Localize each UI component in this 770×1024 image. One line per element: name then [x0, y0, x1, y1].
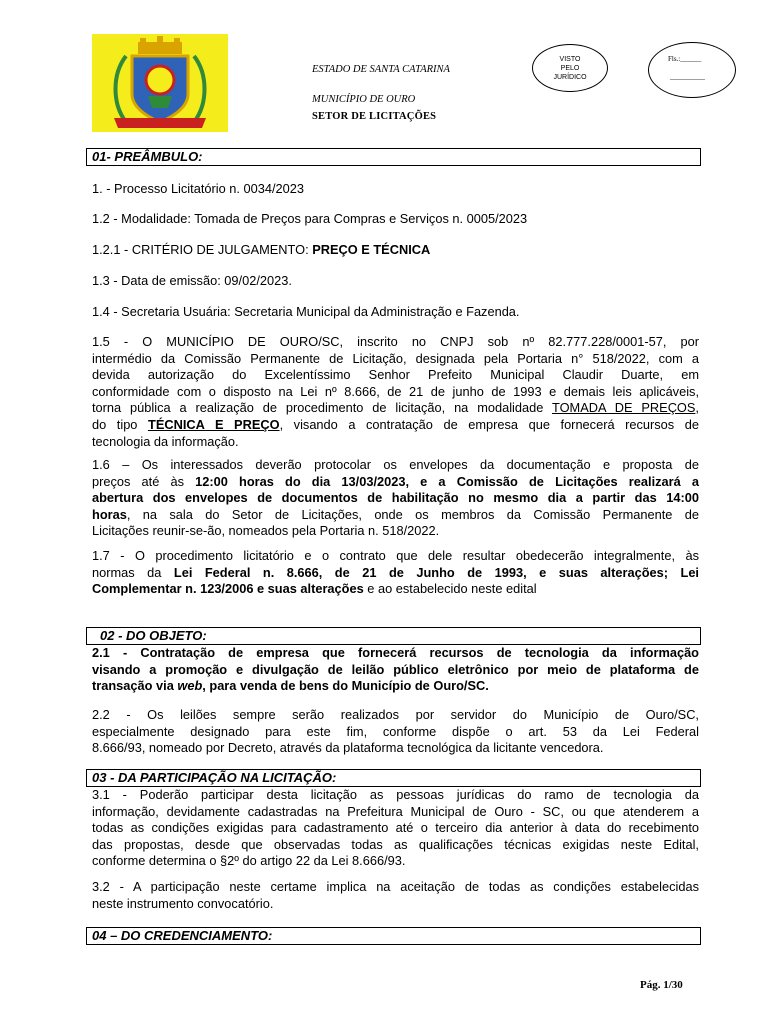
- fls-label: Fls.:______: [668, 55, 702, 63]
- paragraph-1: 1. - Processo Licitatório n. 0034/2023: [92, 181, 304, 196]
- paragraph-2-1: 2.1 - Contratação de empresa que fornecerá recursos de tecnologia da informação visando a promoção e divulgação de leilão público eletrônico por meio de plataforma de transação via web, para venda de bens do Município de Ouro/SC.: [92, 645, 699, 694]
- section-heading-credenciamento: 04 – DO CREDENCIAMENTO:: [86, 927, 701, 945]
- section-heading-participacao: 03 - DA PARTICIPAÇÃO NA LICITAÇÃO:: [86, 769, 701, 787]
- section-heading-objeto: 02 - DO OBJETO:: [86, 627, 701, 645]
- paragraph-1-4: 1.4 - Secretaria Usuária: Secretaria Municipal da Administração e Fazenda.: [92, 304, 520, 319]
- section-heading-preambulo: 01- PREÂMBULO:: [86, 148, 701, 166]
- municipal-coat-of-arms-logo: [92, 34, 228, 132]
- paragraph-1-2: 1.2 - Modalidade: Tomada de Preços para Compras e Serviços n. 0005/2023: [92, 211, 528, 226]
- page-stamp-box: [648, 42, 736, 98]
- paragraph-1-6: 1.6 – Os interessados deverão protocolar os envelopes da documentação e proposta de preços até às 12:00 horas do dia 13/03/2023, e a Comissão de Licitações realizará a abertura dos envelopes de documentos de habilitação no mesmo dia a partir das 14:00 horas, na sala do Setor de Licitações, onde os membros da Comissão Permanente de Licitações reunir-se-ão, nomeados pela Portaria n. 518/2022.: [92, 457, 699, 539]
- fls-line: __________: [670, 73, 705, 81]
- paragraph-3-2: 3.2 - A participação neste certame implica na aceitação de todas as condições estabelecidas neste instrumento convocatório.: [92, 879, 699, 911]
- legal-visa-text: VISTO PELO JURÍDICO: [553, 56, 587, 81]
- paragraph-1-2-1: 1.2.1 - CRITÉRIO DE JULGAMENTO: PREÇO E TÉCNICA: [92, 242, 431, 257]
- sector-name: SETOR DE LICITAÇÕES: [312, 111, 437, 122]
- paragraph-1-5: 1.5 - O MUNICÍPIO DE OURO/SC, inscrito no CNPJ sob nº 82.777.228/0001-57, por intermédio da Comissão Permanente de Licitação, designada pela Portaria n° 518/2022, com a devida autorização do Excelentíssimo Senhor Prefeito Municipal Claudir Duarte, em conformidade com o disposto na Lei nº 8.666, de 21 de junho de 1993 e demais leis aplicáveis, torna pública a realização de procedimento de licitação, na modalidade TOMADA DE PREÇOS, do tipo TÉCNICA E PREÇO, visando a contratação de empresa que fornecerá recursos de tecnologia da informação.: [92, 334, 699, 449]
- paragraph-2-2: 2.2 - Os leilões sempre serão realizados por servidor do Município de Ouro/SC, especialmente designado para este fim, conforme dispõe o art. 53 da Lei Federal 8.666/93, nomeado por Decreto, através da plataforma tecnológica da licitante vencedora.: [92, 707, 699, 756]
- paragraph-1-3: 1.3 - Data de emissão: 09/02/2023.: [92, 273, 292, 288]
- municipality-name: MUNICÍPIO DE OURO: [312, 94, 416, 105]
- paragraph-3-1: 3.1 - Poderão participar desta licitação as pessoas jurídicas do ramo de tecnologia da informação, devidamente cadastradas na Prefeitura Municipal de Ouro - SC, ou que atenderem a todas as condições exigidas para cadastramento até o terceiro dia anterior à data do recebimento das propostas, desde que observadas todas as qualificações técnicas exigidas neste Edital, conforme determina o §2º do artigo 22 da Lei 8.666/93.: [92, 787, 699, 869]
- page-number: Pág. 1/30: [640, 979, 683, 991]
- state-name: ESTADO DE SANTA CATARINA: [312, 64, 450, 75]
- paragraph-1-7: 1.7 - O procedimento licitatório e o contrato que dele resultar obedecerão integralmente, às normas da Lei Federal n. 8.666, de 21 de Junho de 1993, e suas alterações; Lei Complementar n. 123/2006 e suas alterações e ao estabelecido neste edital: [92, 548, 699, 597]
